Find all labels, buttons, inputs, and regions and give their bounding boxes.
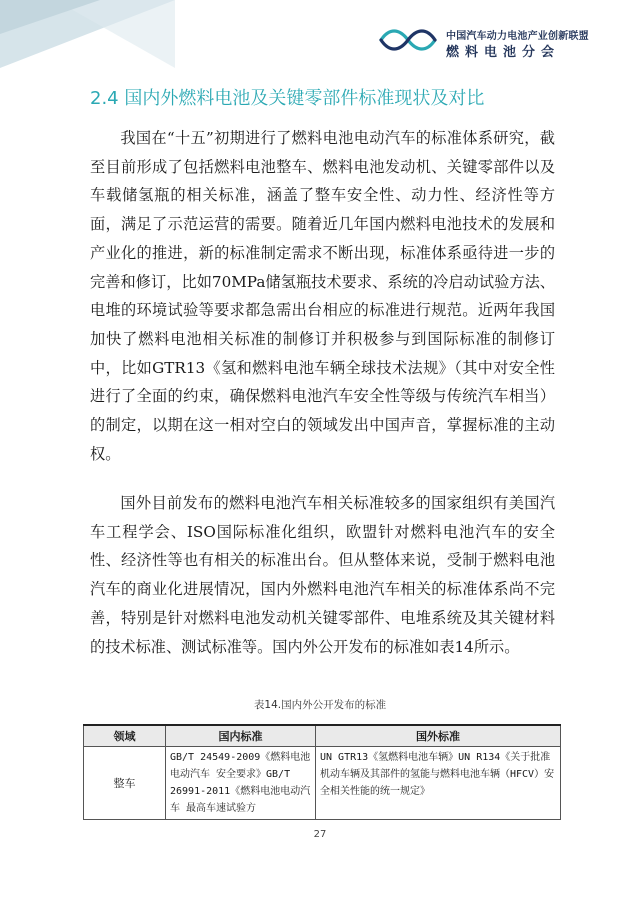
standards-table <box>83 724 561 820</box>
body-paragraph-2: 国外目前发布的燃料电池汽车相关标准较多的国家组织有美国汽车工程学会、ISO国际标准化组织，欧盟针对燃料电池汽车的安全性、经济性等也有相关的标准出台。但从整体来说，受制于燃料电池汽车的商业化进展情况，国内外燃料电池汽车相关的标准体系尚不完善，特别是针对燃料电池发动机关键零部件、电堆系统及其关键材料的技术标准、测试标准等。国内外公开发布的标准如表14所示。 <box>90 494 555 656</box>
table-cell-foreign: UN GTR13《氢燃料电池车辆》UN R134《关于批准机动车辆及其部件的氢能与燃料电池车辆（HFCV）安全相关性能的统一规定》 <box>316 747 561 820</box>
header-corner-decoration-dark <box>0 0 100 34</box>
page-number: 27 <box>313 829 327 840</box>
table-cell-domestic: GB/T 24549-2009《燃料电池电动汽车 安全要求》GB/T 26991-2011《燃料电池电动汽车 最高车速试验方 <box>166 747 316 820</box>
table-header-row <box>84 725 561 747</box>
section-title: 2.4 国内外燃料电池及关键零部件标准现状及对比 <box>90 88 485 109</box>
table-cell-category: 整车 <box>84 747 166 820</box>
table-caption: 表14.国内外公开发布的标准 <box>253 699 387 711</box>
infinity-logo-icon <box>377 26 439 54</box>
org-logo <box>377 20 627 60</box>
header-cell-foreign: 国外标准 <box>316 725 561 747</box>
org-name-line1: 中国汽车动力电池产业创新联盟 <box>446 31 589 42</box>
org-name-line2: 燃料电池分会 <box>446 45 561 60</box>
header-cell-field: 领域 <box>84 725 166 747</box>
body-paragraph-1: 我国在“十五”初期进行了燃料电池电动汽车的标准体系研究，截至目前形成了包括燃料电池整车、燃料电池发动机、关键零部件以及车载储氢瓶的相关标准，涵盖了整车安全性、动力性、经济性等方面，满足了示范运营的需要。随着近几年国内燃料电池技术的发展和产业化的推进，新的标准制定需求不断出现，标准体系亟待进一步的完善和修订，比如70MPa储氢瓶技术要求、系统的冷启动试验方法、电堆的环境试验等要求都急需出台相应的标准进行规范。近两年我国加快了燃料电池相关标准的制修订并积极参与到国际标准的制修订中，比如GTR13《氢和燃料电池车辆全球技术法规》（其中对安全性进行了全面的约束，确保燃料电池汽车安全性等级与传统汽车相当）的制定，以期在这一相对空白的领域发出中国声音，掌握标准的主动权。 <box>90 129 555 463</box>
header-cell-domestic: 国内标准 <box>166 725 316 747</box>
table-row <box>84 747 561 820</box>
